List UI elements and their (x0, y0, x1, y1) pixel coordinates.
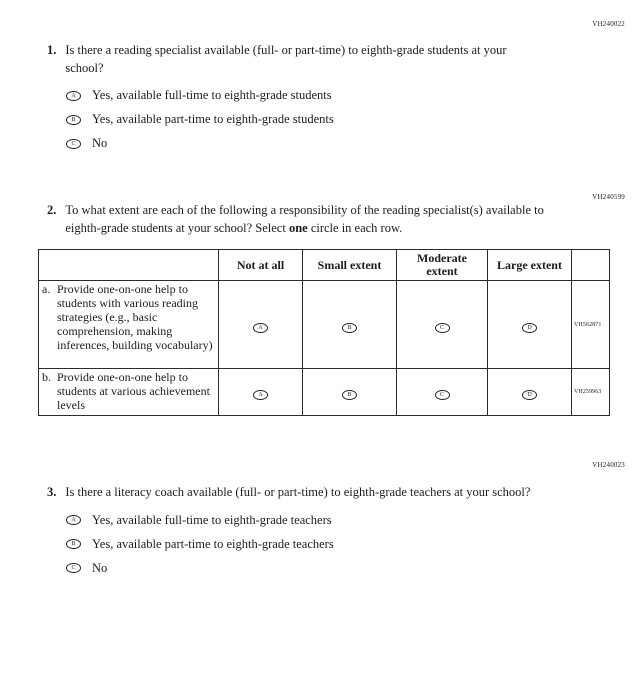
q3-option-a[interactable] (66, 513, 542, 528)
row-b-small-extent-oval-icon[interactable]: B (342, 390, 357, 400)
item-code-q1: VH240022 (592, 20, 625, 28)
q3-option-c-oval-icon[interactable]: C (66, 563, 81, 573)
q2-extent-table (38, 249, 610, 416)
row-b-cell-small-extent (303, 369, 397, 415)
question-1-text: Is there a reading specialist available (full- or part-time) to eighth-grade students at your school? (65, 43, 507, 75)
q1-option-a-oval-icon[interactable]: A (66, 91, 81, 101)
question-2 (47, 202, 592, 237)
q3-option-c[interactable] (66, 561, 542, 576)
table-header-code-column (572, 250, 610, 281)
q1-option-a-label: Yes, available full-time to eighth-grade students (92, 88, 332, 102)
row-b-large-extent-oval-icon[interactable]: D (522, 390, 537, 400)
question-2-number: 2. (47, 203, 57, 217)
question-3-options (66, 513, 542, 576)
row-a-small-extent-oval-icon[interactable]: B (342, 323, 357, 333)
table-header-small-extent: Small extent (303, 250, 397, 281)
question-1-number: 1. (47, 43, 57, 57)
row-a-label-wrap (42, 283, 215, 352)
q1-option-b-oval-icon[interactable]: B (66, 115, 81, 125)
item-code-q3: VH240023 (592, 461, 625, 469)
q3-option-a-label: Yes, available full-time to eighth-grade teachers (92, 512, 332, 527)
item-code-q2: VH240599 (592, 193, 625, 201)
q1-option-c-label: No (92, 136, 108, 150)
question-2-text-bold: one (288, 220, 308, 235)
question-1-options (66, 88, 542, 151)
q1-option-a[interactable] (66, 88, 542, 103)
row-b-label-cell (39, 369, 219, 415)
question-2-text-part2: circle in each row. (307, 220, 403, 235)
q3-option-a-oval-icon[interactable]: A (66, 515, 81, 525)
question-3 (47, 484, 542, 576)
q3-option-b[interactable] (66, 537, 542, 552)
q1-option-b-label: Yes, available part-time to eighth-grade students (92, 112, 334, 126)
row-b-label-wrap (42, 371, 215, 412)
q3-option-c-label: No (92, 560, 108, 575)
row-b-not-at-all-oval-icon[interactable]: A (253, 390, 268, 400)
q3-option-b-oval-icon[interactable]: B (66, 539, 81, 549)
q1-option-c-oval-icon[interactable]: C (66, 139, 81, 149)
row-b-prefix: b. (42, 370, 51, 385)
question-1 (47, 42, 542, 151)
row-a-cell-small-extent (303, 281, 397, 369)
question-3-number: 3. (47, 485, 57, 499)
table-header-moderate-extent: Moderate extent (397, 250, 488, 281)
row-b-label: Provide one-on-one help to students at various achievement levels (57, 370, 210, 412)
row-b-cell-large-extent (488, 369, 572, 415)
table-row-b (39, 369, 610, 415)
table-header-large-extent: Large extent (488, 250, 572, 281)
question-1-head (47, 42, 542, 77)
row-b-cell-moderate-extent (397, 369, 488, 415)
question-3-text: Is there a literacy coach available (full- or part-time) to eighth-grade teachers at your school? (65, 485, 531, 499)
row-b-moderate-extent-oval-icon[interactable]: C (435, 390, 450, 400)
row-a-moderate-extent-oval-icon[interactable]: C (435, 323, 450, 333)
row-a-cell-large-extent (488, 281, 572, 369)
row-a-large-extent-oval-icon[interactable]: D (522, 323, 537, 333)
q1-option-c[interactable] (66, 136, 542, 151)
question-2-head (47, 202, 592, 237)
table-header-not-at-all: Not at all (219, 250, 303, 281)
row-a-not-at-all-oval-icon[interactable]: A (253, 323, 268, 333)
row-b-cell-not-at-all (219, 369, 303, 415)
row-a-label: Provide one-on-one help to students with various reading strategies (e.g., basic comprehension, making inferences, building vocabulary) (57, 282, 213, 352)
row-a-item-code: VH562871 (572, 281, 610, 369)
table-header-stub (39, 250, 219, 281)
question-2-text-part1: To what extent are each of the following a responsibility of the reading specialist(s) available to eighth-grade students at your school? Select (65, 203, 544, 235)
row-a-cell-moderate-extent (397, 281, 488, 369)
q1-option-b[interactable] (66, 112, 542, 127)
question-2-text (65, 202, 581, 237)
table-row-a (39, 281, 610, 369)
q3-option-b-label: Yes, available part-time to eighth-grade teachers (92, 536, 334, 551)
row-b-item-code: VH259963 (572, 369, 610, 415)
row-a-label-cell (39, 281, 219, 369)
row-a-prefix: a. (42, 282, 51, 297)
question-3-head (47, 484, 542, 502)
table-header-row (39, 250, 610, 281)
row-a-cell-not-at-all (219, 281, 303, 369)
